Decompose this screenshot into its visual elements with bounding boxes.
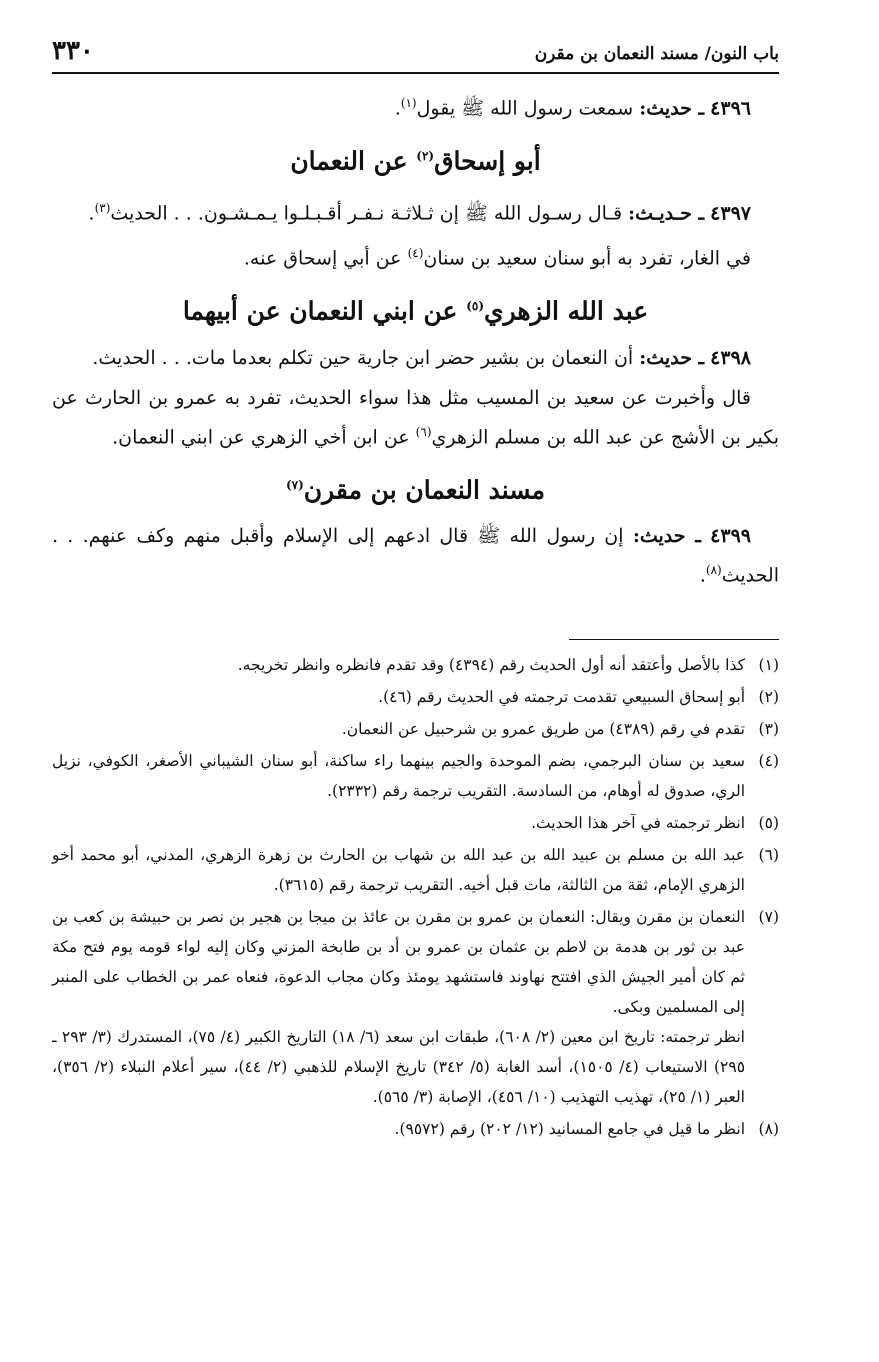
commentary-1: [52, 236, 779, 275]
hadith-keyword: ـ حـديـث:: [628, 201, 705, 224]
hadith-end: .: [699, 564, 706, 587]
footnote-text: انظر ترجمته في آخر هذا الحديث.: [531, 813, 745, 832]
footnote-text: كذا بالأصل وأعتقد أنه أول الحديث رقم (٤٣٩٤) وقد تقدم فانظره وانظر تخريجه.: [237, 655, 745, 674]
footnote-number: (٣): [758, 719, 779, 738]
footnote-number: (٥): [758, 813, 779, 832]
section-heading-numan-muqrin: [52, 466, 779, 509]
section-heading-abu-ishaq: [52, 137, 779, 180]
footnote-biography: النعمان بن مقرن ويقال: النعمان بن عمرو بن مقرن بن عائذ بن ميجا بن هجير بن نصر بن حبيشة بن كعب بن عبد بن ثور بن هدمة بن لاطم بن عثمان بن عمرو بن أد بن طابخة المزني وكان إليه لواء قومه يوم فتح مكة ثم كان أمير الجيش الذي افتتح نهاوند فاستشهد يومئذ وكان مجاب الدعوة، فنعاه عمر بن الخطاب على المنبر إلى المسلمين وبكى.: [52, 907, 745, 1016]
hadith-4396: [52, 86, 779, 125]
hadith-number: ٤٣٩٦: [710, 97, 751, 120]
footnote-text: عبد الله بن مسلم بن عبيد الله بن عبد الله بن شهاب بن الحارث بن زهرة الزهري، المدني، أبو محمد أخو الزهري الإمام، ثقة من الثالثة، مات قبل أخيه. التقريب ترجمة رقم (٣٦١٥).: [52, 845, 745, 894]
footnote-separator: [569, 639, 779, 640]
footnote-number: (٢): [758, 687, 779, 706]
footnote: [52, 840, 779, 900]
commentary-text: في الغار، تفرد به أبو سنان سعيد بن سنان: [423, 247, 751, 270]
page-number: ٣٣٠: [52, 36, 94, 66]
commentary-text: قال وأخبرت عن سعيد بن المسيب مثل هذا سواء الحديث، تفرد به عمرو بن الحارث عن بكير بن الأشج عن عبد الله بن مسلم الزهري: [52, 386, 779, 448]
footnote: [52, 714, 779, 744]
hadith-text: أن النعمان بن بشير حضر ابن جارية حين تكلم بعدما مات. . . الحديث.: [92, 346, 634, 369]
hadith-end: .: [394, 97, 401, 120]
commentary-text-after: عن ابن أخي الزهري عن ابني النعمان.: [112, 425, 410, 448]
footnote: [52, 650, 779, 680]
footnote-text: أبو إسحاق السبيعي تقدمت ترجمته في الحديث رقم (٤٦).: [378, 687, 745, 706]
footnote: [52, 1114, 779, 1144]
footnote-number: (٦): [758, 845, 779, 864]
hadith-number: ٤٣٩٩: [710, 525, 751, 548]
footnote-ref: (٦): [415, 424, 432, 439]
footnote-number: (١): [758, 655, 779, 674]
hadith-keyword: ـ حديث:: [639, 97, 705, 120]
footnote-ref: (٢): [416, 149, 435, 164]
running-header: [52, 30, 779, 74]
hadith-keyword: ـ حديث:: [639, 346, 705, 369]
footnote-text: [52, 902, 745, 1112]
footnote-ref: (٨): [705, 563, 722, 578]
main-text: [52, 86, 779, 593]
footnote-text: تقدم في رقم (٤٣٨٩) من طريق عمرو بن شرحبيل عن النعمان.: [341, 719, 745, 738]
footnote-ref: (٤): [407, 245, 424, 260]
hadith-text: قـال رسـول الله ﷺ إن ثـلاثـة نـفـر أقـبـلـوا يـمـشـون. . . الحديث: [110, 201, 623, 224]
footnote-number: (٧): [758, 907, 779, 926]
heading-text: أبو إسحاق: [434, 146, 541, 176]
footnote: [52, 902, 779, 1112]
heading-text-after: عن ابني النعمان عن أبيهما: [182, 296, 458, 326]
heading-text-after: عن النعمان: [290, 146, 408, 176]
footnote-text: سعيد بن سنان البرجمي، بضم الموحدة والجيم بينهما راء ساكنة، أبو سنان الشيباني الأصغر، الكوفي، نزيل الري، صدوق له أوهام، من السادسة. التقريب ترجمة رقم (٢٣٣٢).: [52, 751, 745, 800]
hadith-text: سمعت رسول الله ﷺ يقول: [416, 97, 634, 120]
heading-text: عبد الله الزهري: [484, 296, 649, 326]
commentary-2: [52, 381, 779, 454]
hadith-end: .: [88, 201, 95, 224]
hadith-4398: [52, 341, 779, 375]
footnote: [52, 808, 779, 838]
section-heading-zuhri: [52, 287, 779, 330]
footnote: [52, 746, 779, 806]
footnotes: [52, 650, 779, 1144]
footnote-number: (٨): [758, 1119, 779, 1138]
footnote-ref: (٧): [285, 477, 304, 492]
footnote-text: انظر ما قيل في جامع المسانيد (١٢/ ٢٠٢) رقم (٩٥٧٢).: [394, 1119, 745, 1138]
hadith-number: ٤٣٩٨: [710, 346, 751, 369]
hadith-number: ٤٣٩٧: [710, 201, 751, 224]
footnote: [52, 682, 779, 712]
footnote-ref: (١): [400, 96, 417, 110]
hadith-text: إن رسول الله ﷺ قال ادعهم إلى الإسلام وأقبل منهم وكف عنهم. . . الحديث: [52, 525, 779, 587]
footnote-number: (٤): [758, 751, 779, 770]
hadith-4399: [52, 519, 779, 592]
heading-text: مسند النعمان بن مقرن: [303, 475, 546, 505]
commentary-text-after: عن أبي إسحاق عنه.: [243, 247, 402, 270]
footnote-sources: انظر ترجمته: تاريخ ابن معين (٢/ ٦٠٨)، طبقات ابن سعد (٦/ ١٨) التاريخ الكبير (٤/ ٧٥)، المستدرك (٣/ ٢٩٣ ـ ٢٩٥) الاستيعاب (٤/ ١٥٠٥)، أسد الغابة (٥/ ٣٤٢) تاريخ الإسلام للذهبي (٢/ ٤٤)، سير أعلام النبلاء (٢/ ٣٥٦)، العبر (١/ ٢٥)، تهذيب التهذيب (١٠/ ٤٥٦)، الإصابة (٣/ ٥٦٥).: [52, 1027, 746, 1106]
footnote-ref: (٣): [94, 200, 111, 215]
hadith-4397: [52, 191, 779, 230]
footnote-ref: (٥): [466, 299, 485, 314]
hadith-keyword: ـ حديث:: [632, 525, 701, 548]
header-title: باب النون/ مسند النعمان بن مقرن: [534, 44, 779, 64]
